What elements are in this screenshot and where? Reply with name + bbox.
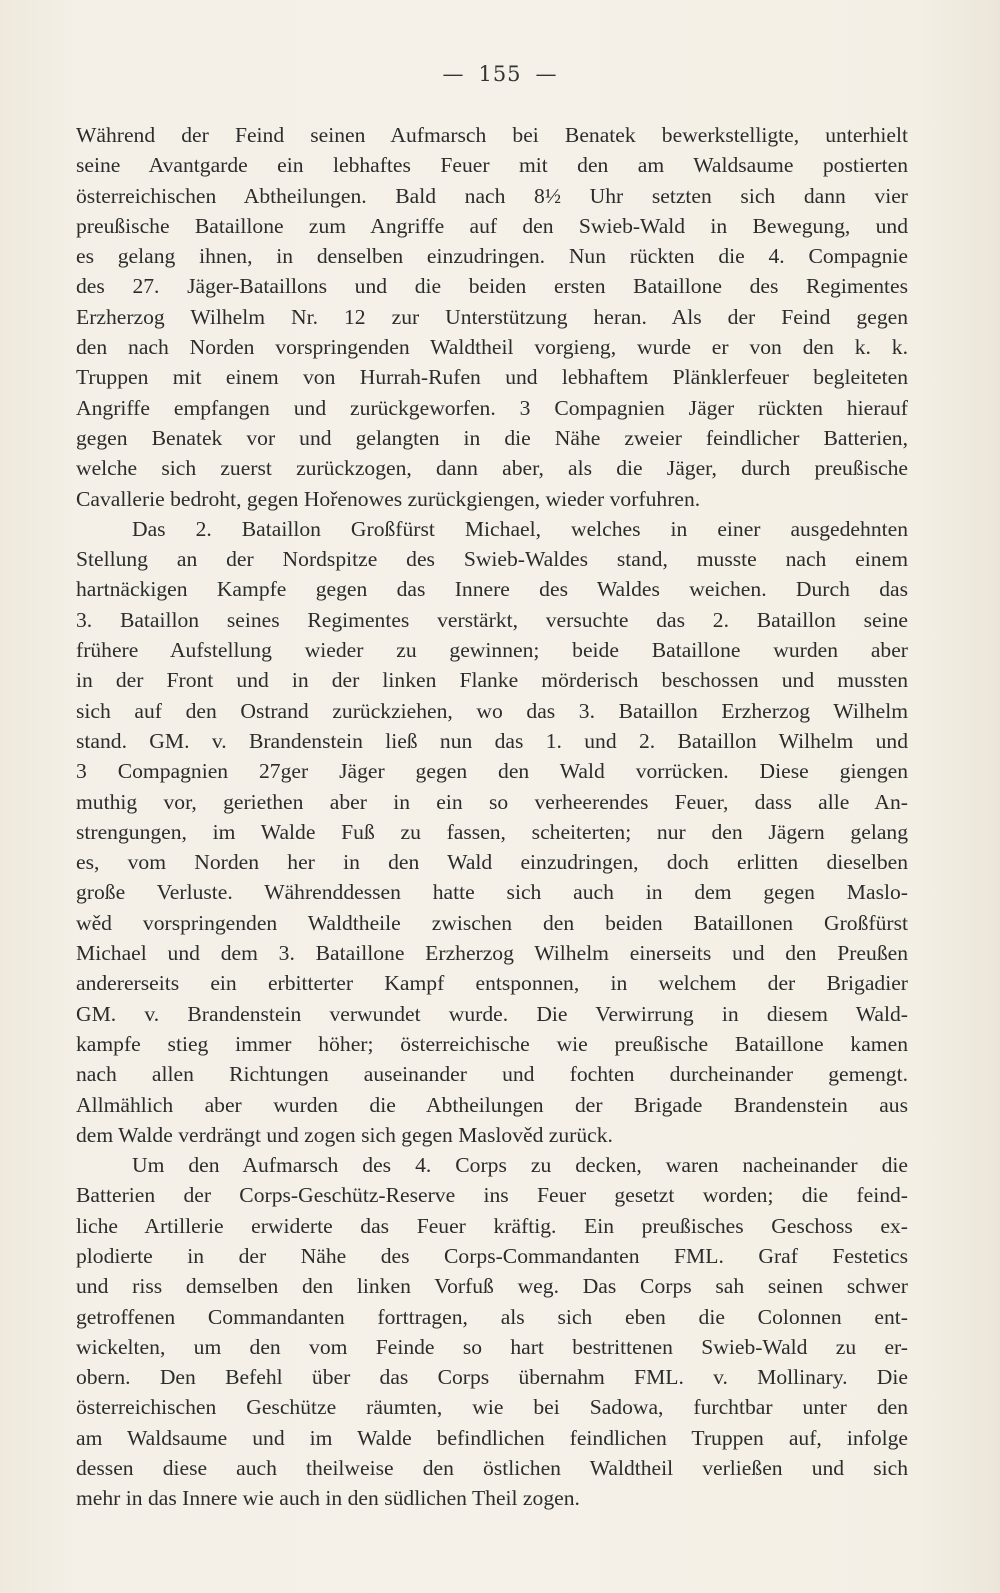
text-line: Das 2. Bataillon Großfürst Michael, welches in einer ausgedehnten (132, 516, 908, 541)
paragraph (76, 1150, 908, 1514)
text-line: den nach Norden vorspringenden Waldtheil vorgieng, wurde er von den k. k. (76, 335, 908, 360)
text-line: in der Front und in der linken Flanke mörderisch beschossen und mussten (76, 668, 908, 693)
text-line: dessen diese auch theilweise den östlichen Waldtheil verließen und sich (76, 1456, 908, 1481)
text-line: hartnäckigen Kampfe gegen das Innere des Waldes weichen. Durch das (76, 577, 908, 602)
text-line: gegen Benatek vor und gelangten in die Nähe zweier feindlicher Batterien, (76, 425, 908, 450)
paragraph (76, 514, 908, 1150)
text-line: Michael und dem 3. Bataillone Erzherzog Wilhelm einerseits und den Preußen (76, 941, 908, 966)
text-line: und riss demselben den linken Vorfuß weg. Das Corps sah seinen schwer (76, 1274, 908, 1299)
text-line: wěd vorspringenden Waldtheile zwischen den beiden Bataillonen Großfürst (76, 910, 908, 935)
text-line: Cavallerie bedroht, gegen Hořenowes zurückgiengen, wieder vorfuhren. (76, 486, 701, 511)
text-line: Erzherzog Wilhelm Nr. 12 zur Unterstützung heran. Als der Feind gegen (76, 304, 908, 329)
text-line: strengungen, im Walde Fuß zu fassen, scheiterten; nur den Jägern gelang (76, 819, 908, 844)
text-line: Batterien der Corps-Geschütz-Reserve ins Feuer gesetzt worden; die feind- (76, 1183, 908, 1208)
text-line: wickelten, um den vom Feinde so hart bestrittenen Swieb-Wald zu er- (76, 1334, 908, 1359)
text-line: 3 Compagnien 27ger Jäger gegen den Wald vorrücken. Diese giengen (76, 759, 908, 784)
page-number-value: 155 (478, 62, 522, 86)
text-line: 3. Bataillon seines Regimentes verstärkt, versuchte das 2. Bataillon seine (76, 607, 908, 632)
text-line: sich auf den Ostrand zurückziehen, wo das 3. Bataillon Erzherzog Wilhelm (76, 698, 908, 723)
text-line: getroffenen Commandanten forttragen, als sich eben die Colonnen ent- (76, 1304, 908, 1329)
text-line: des 27. Jäger-Bataillons und die beiden ersten Bataillone des Regimentes (76, 274, 908, 299)
text-line: seine Avantgarde ein lebhaftes Feuer mit den am Waldsaume postierten (76, 153, 908, 178)
text-line: GM. v. Brandenstein verwundet wurde. Die Verwirrung in diesem Wald- (76, 1001, 908, 1026)
text-line: preußische Bataillone zum Angriffe auf den Swieb-Wald in Bewegung, und (76, 213, 908, 238)
text-line: nach allen Richtungen auseinander und fochten durcheinander gemengt. (76, 1062, 908, 1087)
page-number (0, 62, 1000, 86)
text-line: Während der Feind seinen Aufmarsch bei Benatek bewerkstelligte, unterhielt (76, 123, 908, 147)
text-line: mehr in das Innere wie auch in den südlichen Theil zogen. (76, 1486, 580, 1511)
text-line: es gelang ihnen, in denselben einzudringen. Nun rückten die 4. Compagnie (76, 244, 908, 269)
text-line: Um den Aufmarsch des 4. Corps zu decken, waren nacheinander die (132, 1153, 908, 1178)
text-line: große Verluste. Währenddessen hatte sich auch in dem gegen Maslo- (76, 880, 908, 905)
page-number-dash-right: — (535, 62, 558, 86)
text-line: Angriffe empfangen und zurückgeworfen. 3 Compagnien Jäger rückten hierauf (76, 395, 908, 420)
text-line: obern. Den Befehl über das Corps übernahm FML. v. Mollinary. Die (76, 1365, 908, 1390)
text-line: stand. GM. v. Brandenstein ließ nun das 1. und 2. Bataillon Wilhelm und (76, 728, 908, 753)
text-line: welche sich zuerst zurückzogen, dann aber, als die Jäger, durch preußische (76, 456, 908, 481)
text-line: Truppen mit einem von Hurrah-Rufen und lebhaftem Plänklerfeuer begleiteten (76, 365, 908, 390)
page-number-dash-left: — (442, 62, 465, 86)
text-line: Stellung an der Nordspitze des Swieb-Waldes stand, musste nach einem (76, 547, 908, 572)
text-line: plodierte in der Nähe des Corps-Commandanten FML. Graf Festetics (76, 1243, 908, 1268)
text-line: dem Walde verdrängt und zogen sich gegen Maslověd zurück. (76, 1122, 613, 1147)
text-line: österreichischen Abtheilungen. Bald nach 8½ Uhr setzten sich dann vier (76, 183, 908, 208)
text-line: am Waldsaume und im Walde befindlichen feindlichen Truppen auf, infolge (76, 1425, 908, 1450)
text-line: liche Artillerie erwiderte das Feuer kräftig. Ein preußisches Geschoss ex- (76, 1213, 908, 1238)
text-line: Allmählich aber wurden die Abtheilungen der Brigade Brandenstein aus (76, 1092, 908, 1117)
body-text (76, 120, 908, 1514)
paragraph (76, 120, 908, 514)
text-line: kampfe stieg immer höher; österreichische wie preußische Bataillone kamen (76, 1031, 908, 1056)
text-line: österreichischen Geschütze räumten, wie bei Sadowa, furchtbar unter den (76, 1395, 908, 1420)
text-line: es, vom Norden her in den Wald einzudringen, doch erlitten dieselben (76, 850, 908, 875)
text-line: andererseits ein erbitterter Kampf entsponnen, in welchem der Brigadier (76, 971, 908, 996)
text-line: muthig vor, geriethen aber in ein so verheerendes Feuer, dass alle An- (76, 789, 908, 814)
text-line: frühere Aufstellung wieder zu gewinnen; beide Bataillone wurden aber (76, 638, 908, 663)
